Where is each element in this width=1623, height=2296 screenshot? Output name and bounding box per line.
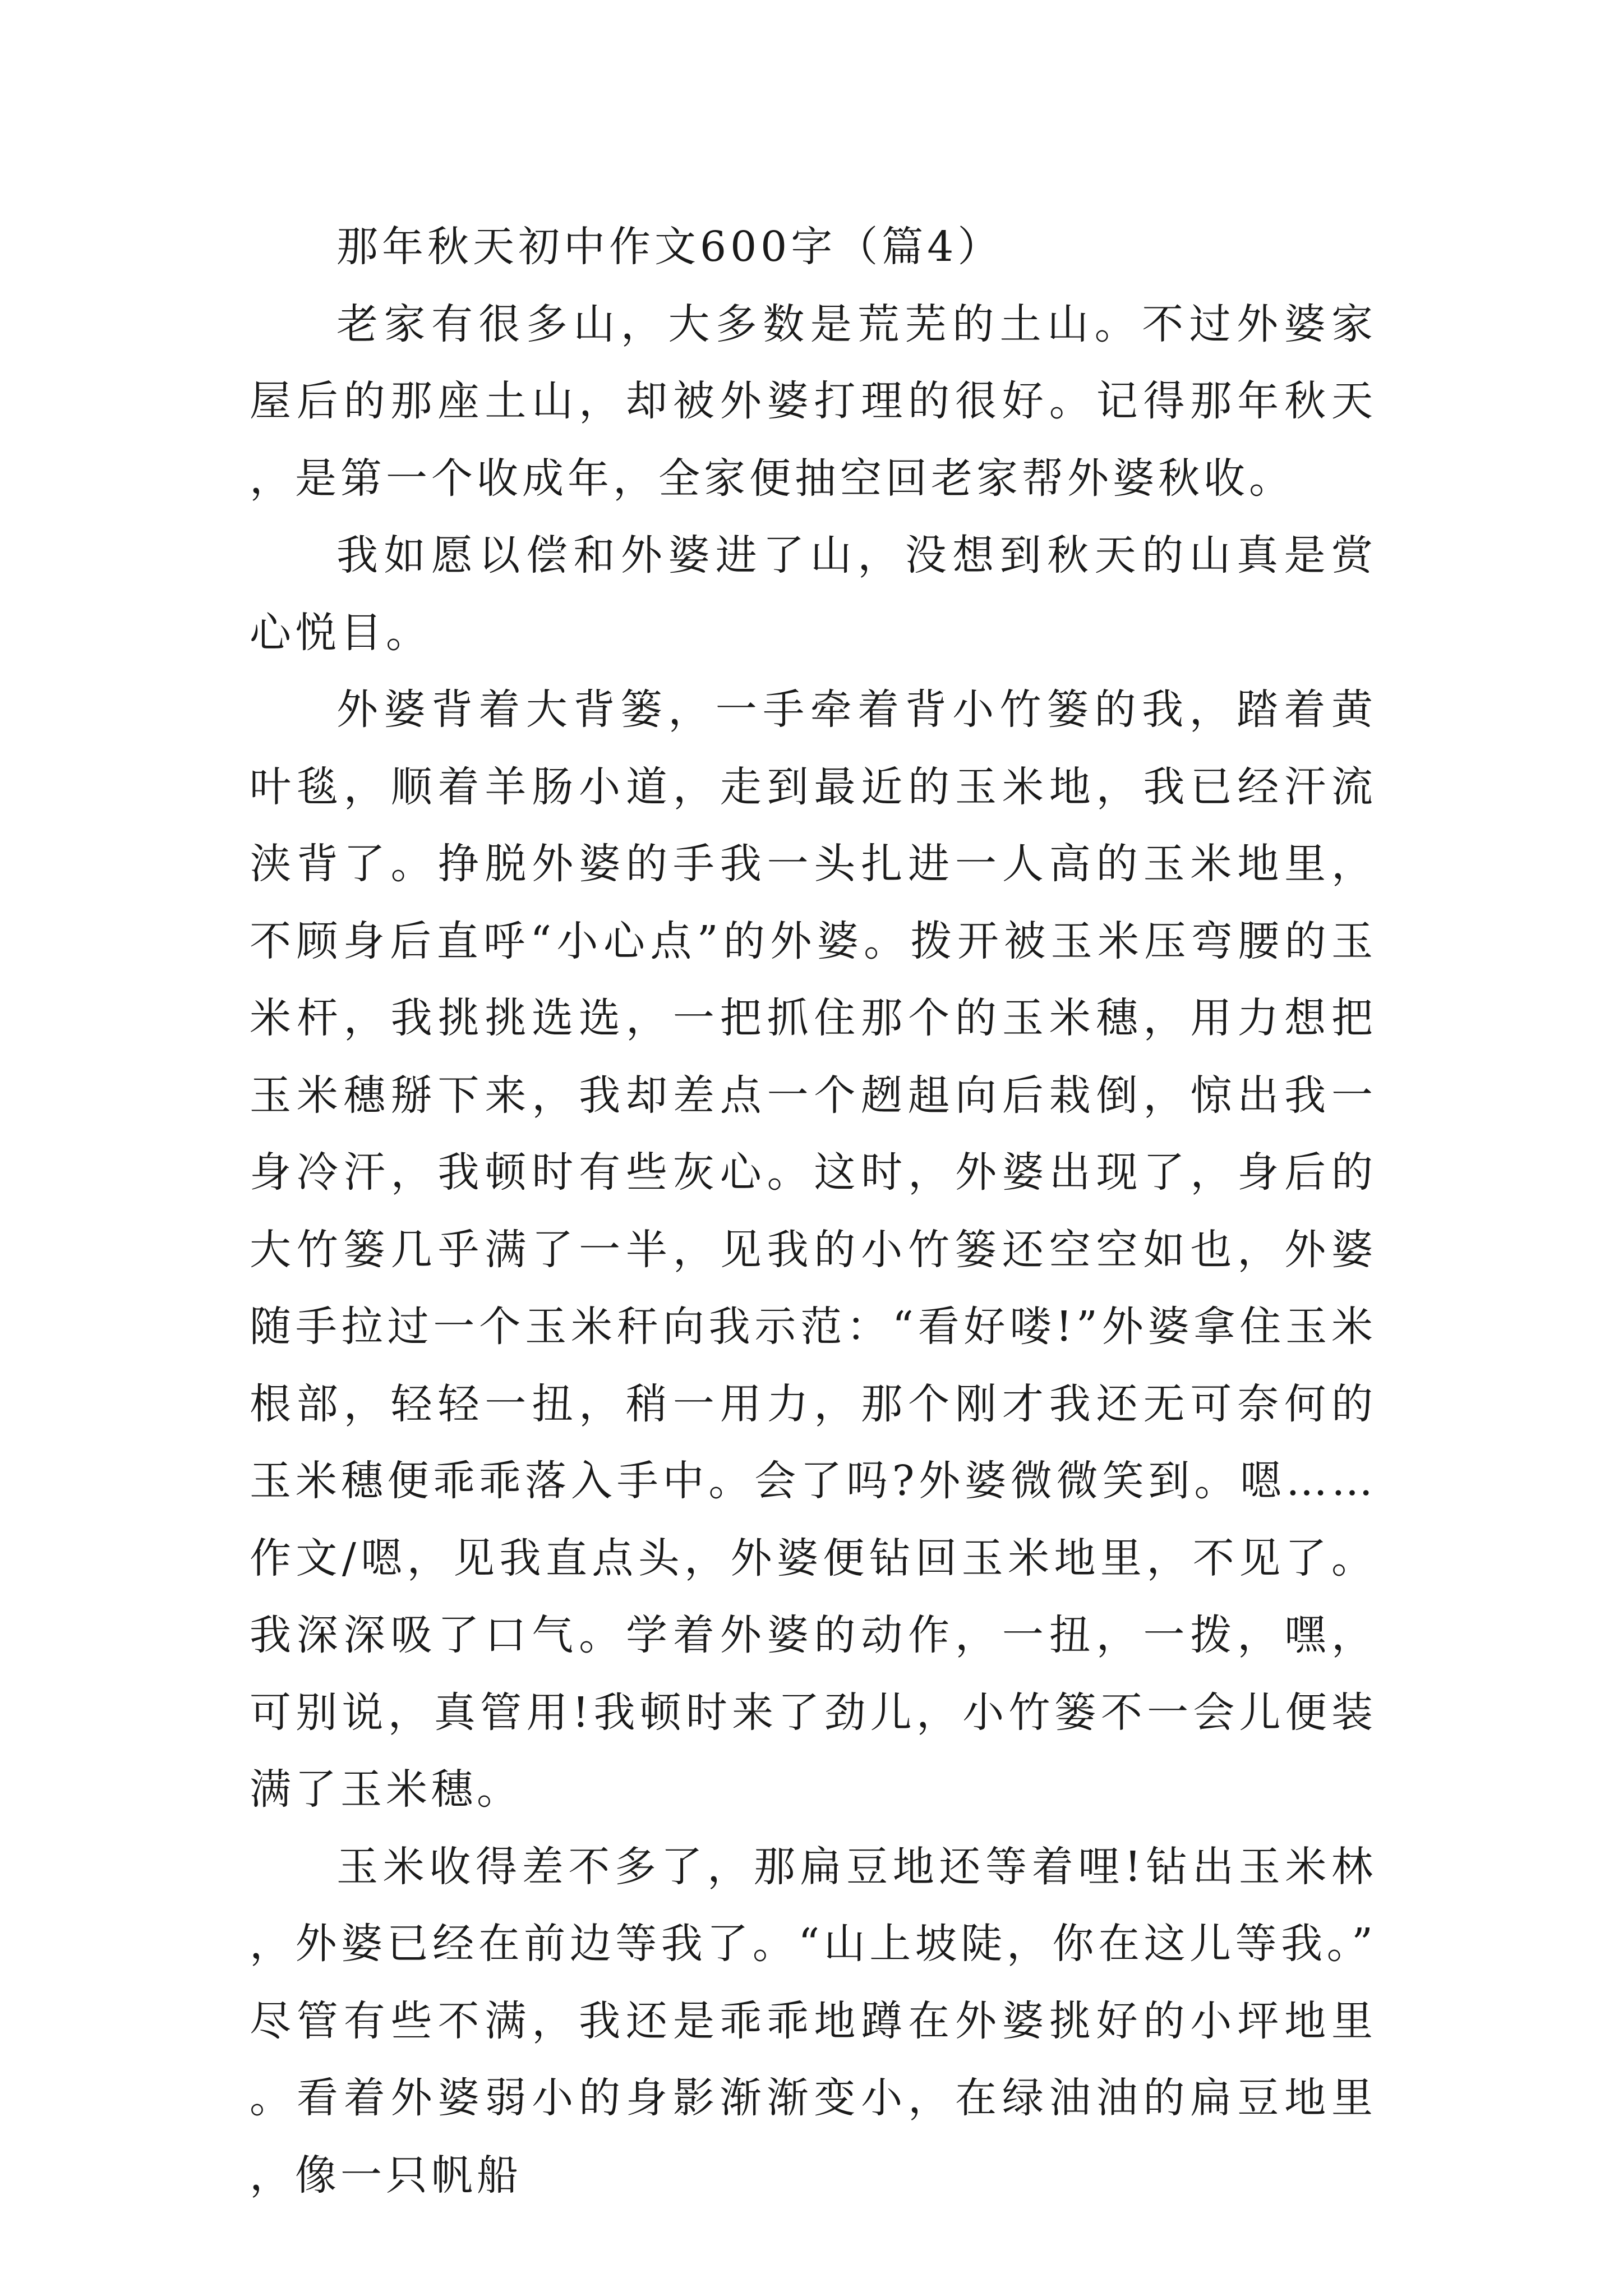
essay-title: 那年秋天初中作文600字（篇4） [336, 223, 1003, 271]
essay-paragraph: 玉米收得差不多了，那扁豆地还等着哩!钻出玉米林，外婆已经在前边等我了。“山上坡陡，你在这儿等我。”尽管有些不满，我还是乖乖地蹲在外婆挑好的小坪地里。看着外婆弱小的身影渐渐变小，在绿油油的扁豆地里，像一只帆船 [250, 1842, 1377, 2200]
essay-paragraph: 我如愿以偿和外婆进了山，没想到秋天的山真是赏心悦目。 [250, 531, 1377, 657]
essay-body [250, 209, 1377, 2214]
essay-paragraph: 外婆背着大背篓，一手牵着背小竹篓的我，踏着黄叶毯，顺着羊肠小道，走到最近的玉米地，我已经汗流浃背了。挣脱外婆的手我一头扎进一人高的玉米地里，不顾身后直呼“小心点”的外婆。拨开被玉米压弯腰的玉米杆，我挑挑选选，一把抓住那个的玉米穗，用力想把玉米穗掰下来，我却差点一个趔趄向后栽倒，惊出我一身冷汗，我顿时有些灰心。这时，外婆出现了，身后的大竹篓几乎满了一半，见我的小竹篓还空空如也，外婆随手拉过一个玉米秆向我示范：“看好喽!”外婆拿住玉米根部，轻轻一扭，稍一用力，那个刚才我还无可奈何的玉米穗便乖乖落入手中。会了吗?外婆微微笑到。嗯……作文/嗯，见我直点头，外婆便钻回玉米地里，不见了。我深深吸了口气。学着外婆的动作，一扭，一拨，嘿，可别说，真管用!我顿时来了劲儿，小竹篓不一会儿便装满了玉米穗。 [250, 685, 1377, 1814]
essay-paragraph: 老家有很多山，大多数是荒芜的土山。不过外婆家屋后的那座土山，却被外婆打理的很好。记得那年秋天，是第一个收成年，全家便抽空回老家帮外婆秋收。 [250, 300, 1377, 503]
